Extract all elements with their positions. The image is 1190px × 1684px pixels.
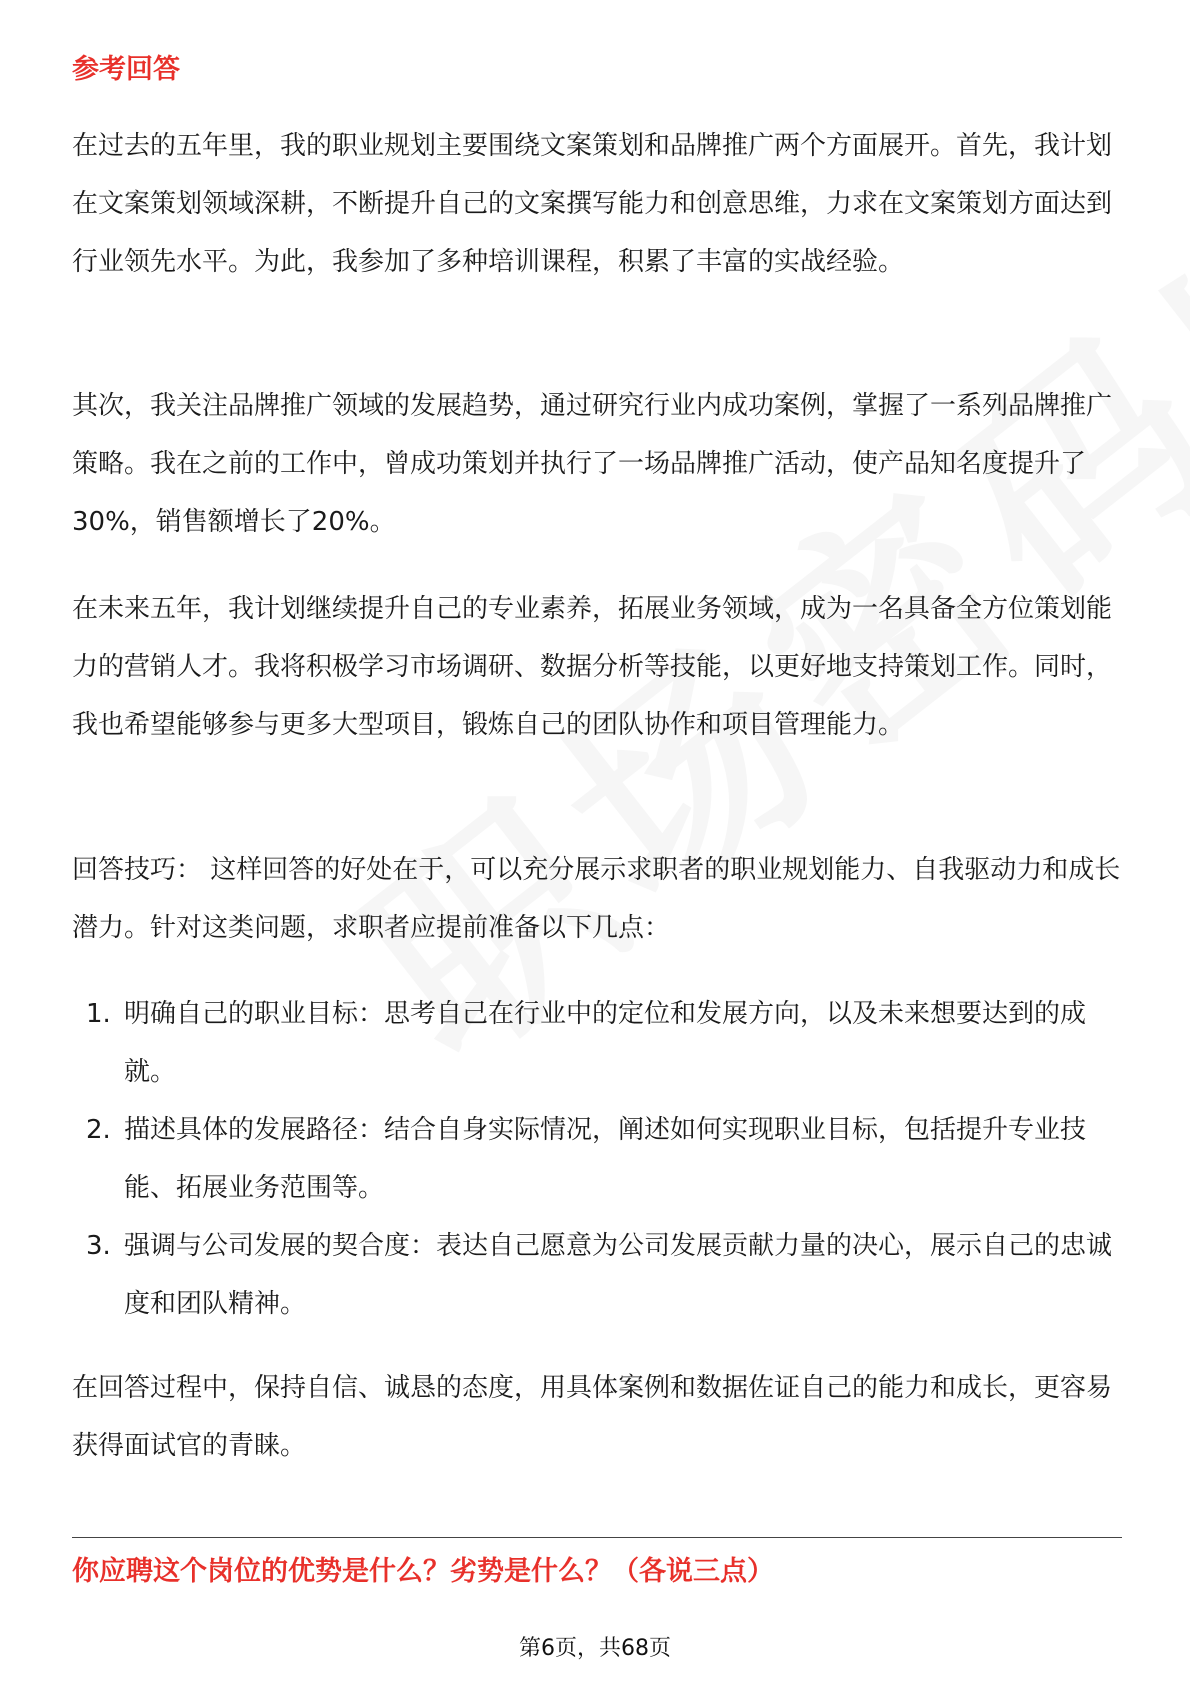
list-item-text: 强调与公司发展的契合度：表达自己愿意为公司发展贡献力量的决心，展示自己的忠诚度和团队精神。 [124, 1231, 1113, 1319]
list-item-text: 明确自己的职业目标：思考自己在行业中的定位和发展方向，以及未来想要达到的成就。 [124, 999, 1087, 1087]
list-item-number: 2. [86, 1115, 111, 1145]
tip-list [72, 985, 1122, 1333]
list-item [72, 1217, 1122, 1333]
answer-paragraph-3: 在未来五年，我计划继续提升自己的专业素养，拓展业务领域，成为一名具备全方位策划能力的营销人才。我将积极学习市场调研、数据分析等技能，以更好地支持策划工作。同时，我也希望能够参与更多大型项目，锻炼自己的团队协作和项目管理能力。 [72, 594, 1113, 740]
page-number: 第6页，共68页 [519, 1636, 671, 1661]
list-item-number: 1. [86, 999, 111, 1029]
section-title: 参考回答 [72, 54, 180, 85]
list-item [72, 985, 1122, 1101]
document-page [72, 0, 1122, 1684]
tips-paragraph: 回答技巧： 这样回答的好处在于，可以充分展示求职者的职业规划能力、自我驱动力和成长潜力。针对这类问题，求职者应提前准备以下几点： [72, 855, 1121, 943]
section-divider [72, 1537, 1122, 1538]
list-item-number: 3. [86, 1231, 111, 1261]
answer-paragraph-2: 其次，我关注品牌推广领域的发展趋势，通过研究行业内成功案例，掌握了一系列品牌推广策略。我在之前的工作中，曾成功策划并执行了一场品牌推广活动，使产品知名度提升了30%，销售额增长了20%。 [72, 391, 1113, 537]
next-question-title: 你应聘这个岗位的优势是什么？劣势是什么？（各说三点） [72, 1556, 774, 1587]
answer-paragraph-1: 在过去的五年里，我的职业规划主要围绕文案策划和品牌推广两个方面展开。首先，我计划在文案策划领域深耕，不断提升自己的文案撰写能力和创意思维，力求在文案策划方面达到行业领先水平。为此，我参加了多种培训课程，积累了丰富的实战经验。 [72, 131, 1113, 277]
list-item [72, 1101, 1122, 1217]
closing-paragraph: 在回答过程中，保持自信、诚恳的态度，用具体案例和数据佐证自己的能力和成长，更容易获得面试官的青睐。 [72, 1373, 1113, 1461]
list-item-text: 描述具体的发展路径：结合自身实际情况，阐述如何实现职业目标，包括提升专业技能、拓展业务范围等。 [124, 1115, 1087, 1203]
